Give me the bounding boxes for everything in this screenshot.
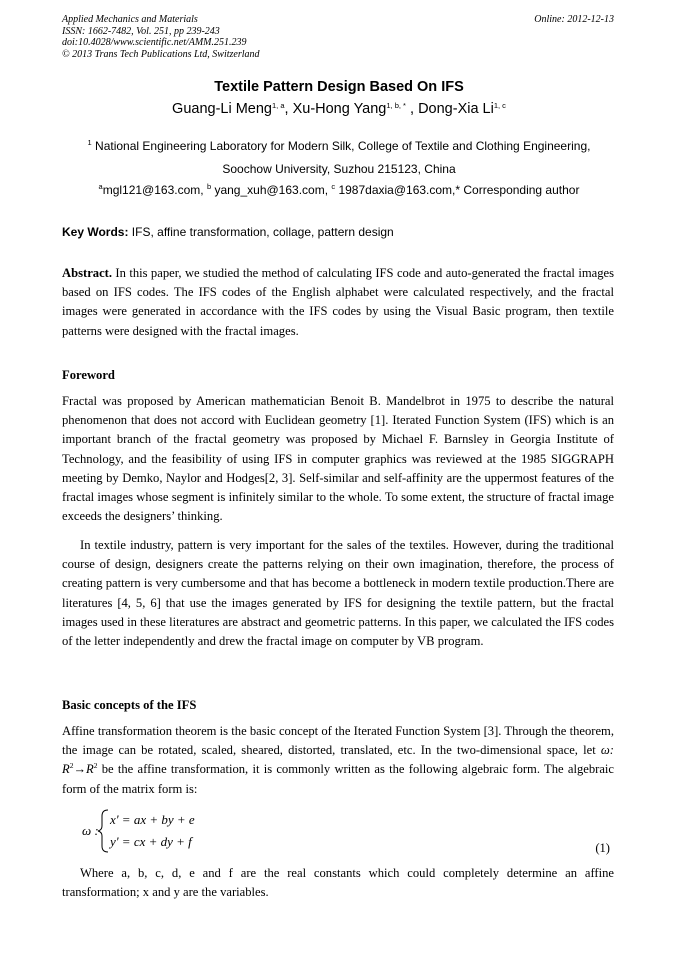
left-brace <box>98 810 108 852</box>
keywords-label: Key Words: <box>62 225 129 239</box>
keywords-text: IFS, affine transformation, collage, pattern design <box>128 225 394 239</box>
basic-concepts-paragraph-1 <box>62 722 614 799</box>
author-name: Dong-Xia Li <box>418 101 494 117</box>
omega-symbol: ω <box>600 743 610 758</box>
author-sup: 1, c <box>493 101 506 110</box>
doi: doi:10.4028/www.scientific.net/AMM.251.239 <box>62 37 247 48</box>
author-name: Xu-Hong Yang <box>292 101 387 117</box>
email-c[interactable]: 1987daxia@163.com,* Corresponding author <box>335 183 580 197</box>
equation-omega: ω : <box>82 823 99 838</box>
author-sup: 1, a <box>272 101 285 110</box>
email-mark-c: c <box>331 182 336 191</box>
affiliation <box>0 135 678 181</box>
affiliation-line-2: Soochow University, Suzhou 215123, China <box>222 162 456 176</box>
email-b[interactable]: yang_xuh@163.com, <box>211 183 332 197</box>
author-emails <box>0 183 678 197</box>
foreword-paragraph-1: Fractal was proposed by American mathematician Benoit B. Mandelbrot in 1975 to describe the natural phenomenon that does not accord with Euclidean geometry [1]. Iterated Function System (IFS) which is an important branch of the fractal geometry was proposed by Michael F. Barnsley in Georgia Institute of Technology, and the feasibility of using IFS in computer graphics was reviewed at the 1985 SIGGRAPH meeting by Demko, Naylor and Hodges[2, 3]. Self-similar and self-affinity are the uppermost features of the fractal images whose segment is infinitely similar to the whole. To some extent, the structure of fractal image exceeds the designers’ thinking. <box>62 394 614 524</box>
foreword-paragraph-2: In textile industry, pattern is very important for the sales of the textiles. However, during the traditional course of design, designers create the patterns relying on their own imagination, therefore, the process of creating pattern is very cumbersome and that has become a bottleneck in modern textile production.There are literatures [4, 5, 6] that use the images generated by IFS for designing the textile pattern, but the fractal images used in these literatures are abstract and geometric patterns. In this paper, we calculated the IFS codes of the letter independently and drew the fractal image on computer by VB program. <box>62 538 614 649</box>
abstract-text: In this paper, we studied the method of calculating IFS code and auto-generated the fractal images based on IFS codes. The IFS codes of the English alphabet were calculated respectively, and the fractal images were generated in accordance with the IFS codes by using the Visual Basic program, then textile patterns were designed with the fractal images. <box>62 266 614 338</box>
equation-line-1: x' = ax + by + e <box>110 812 195 827</box>
foreword-heading: Foreword <box>62 368 115 382</box>
affiliation-mark: 1 <box>87 138 92 147</box>
author-list <box>0 101 678 117</box>
superscript: 2 <box>93 761 98 771</box>
email-a[interactable]: mgl121@163.com, <box>102 183 207 197</box>
text-run: be the affine transformation, it is commonly written as the following algebraic form. The algebraic form of the matrix form is: <box>62 762 614 796</box>
author-sep: , <box>405 101 419 117</box>
equation-number: (1) <box>595 841 610 855</box>
journal-meta <box>62 14 260 60</box>
abstract <box>62 264 614 341</box>
text-run: Affine transformation theorem is the basic concept of the Iterated Function System [3]. Through the theorem, the image can be rotated, scaled, sheared, distorted, translated, etc. In the two-dimensional space, let <box>62 724 614 758</box>
paper-title: Textile Pattern Design Based On IFS <box>214 79 464 95</box>
basic-concepts-heading: Basic concepts of the IFS <box>62 698 197 712</box>
author-sep: , <box>284 101 293 117</box>
arrow-text: →R <box>73 762 94 777</box>
abstract-label: Abstract. <box>62 266 113 280</box>
basic-concepts-paragraph-2: Where a, b, c, d, e and f are the real constants which could completely determine an affine transformation; x and y are the variables. <box>62 866 614 900</box>
author-sup: 1, b, * <box>386 101 406 110</box>
affiliation-line-1: National Engineering Laboratory for Modern Silk, College of Textile and Clothing Engineering, <box>91 139 591 153</box>
issn: ISSN: 1662-7482, Vol. 251, pp 239-243 <box>62 25 220 37</box>
map-text: : R <box>62 743 614 777</box>
superscript: 2 <box>69 761 74 771</box>
equation-line-2: y' = cx + dy + f <box>110 834 192 849</box>
copyright: © 2013 Trans Tech Publications Ltd, Switzerland <box>62 48 260 60</box>
equation-1 <box>80 806 280 856</box>
keywords <box>62 225 394 239</box>
journal-name: Applied Mechanics and Materials <box>62 14 198 25</box>
email-mark-a: a <box>98 182 103 191</box>
online-date: Online: 2012-12-13 <box>534 14 614 25</box>
author-name: Guang-Li Meng <box>172 101 272 117</box>
email-mark-b: b <box>206 182 212 191</box>
